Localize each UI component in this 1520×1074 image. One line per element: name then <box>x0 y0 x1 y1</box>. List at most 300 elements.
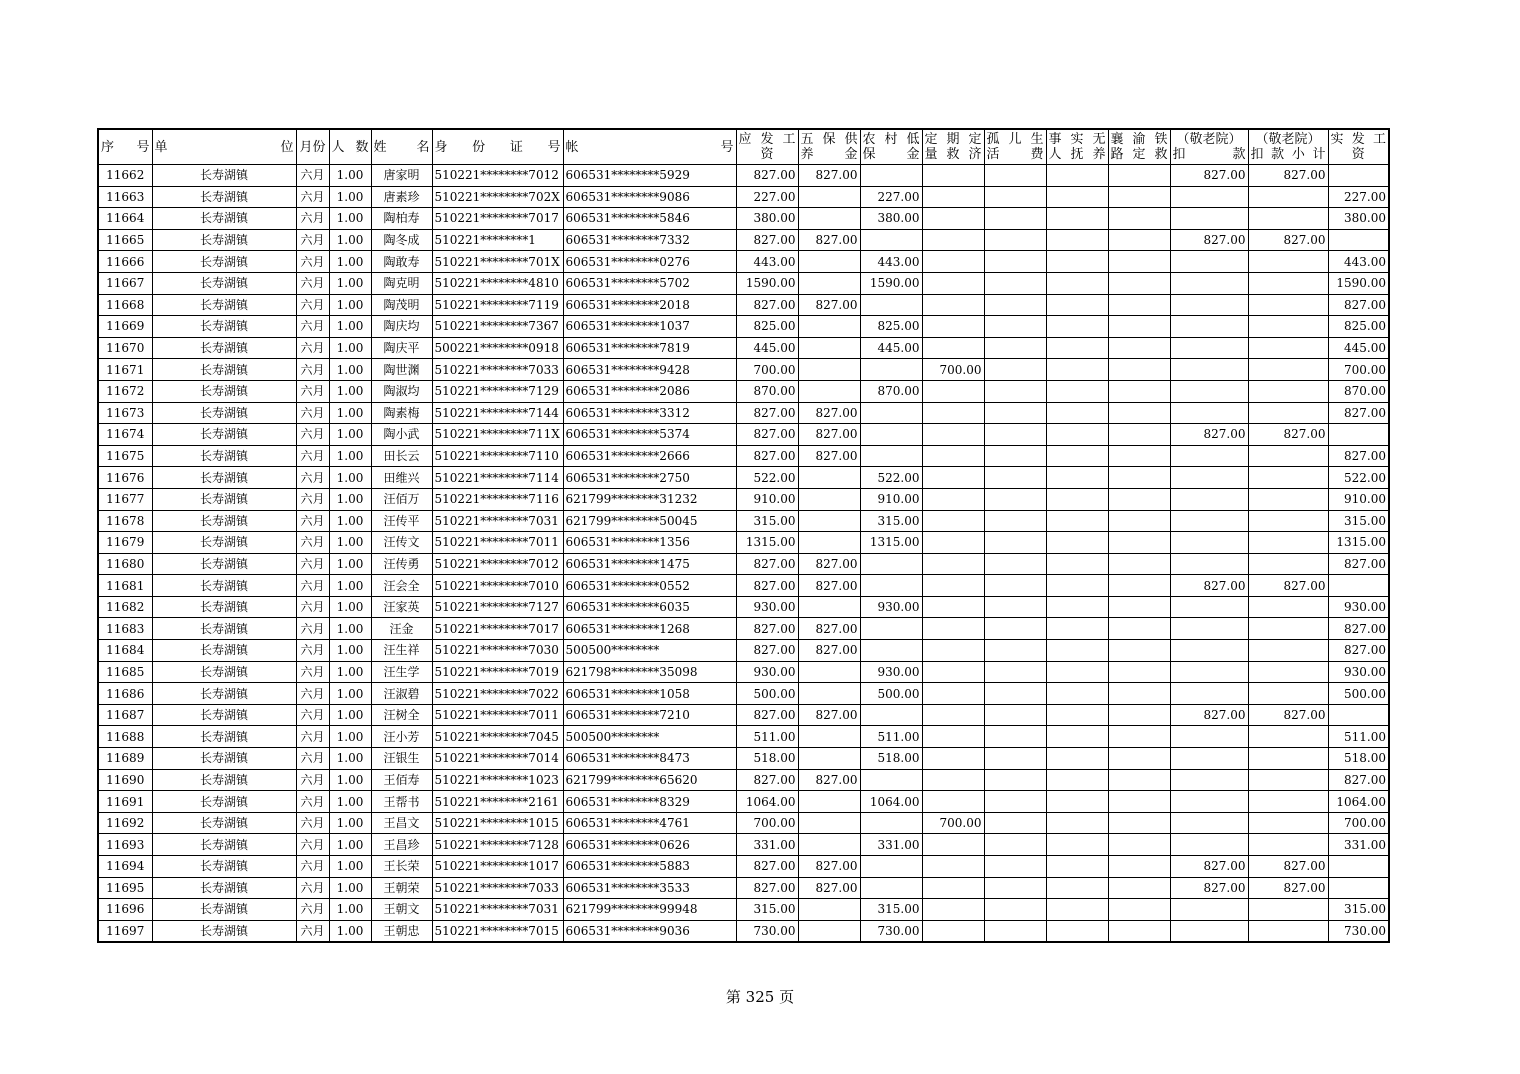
cell-name: 汪会全 <box>371 575 432 597</box>
cell-railway <box>1108 618 1170 640</box>
cell-unit: 长寿湖镇 <box>152 791 296 813</box>
cell-unit: 长寿湖镇 <box>152 337 296 359</box>
table-row <box>98 726 1389 748</box>
header-orphan: 孤 儿 生 活 费 <box>984 129 1046 165</box>
cell-actual-pay <box>1328 424 1389 446</box>
cell-dibao <box>860 445 922 467</box>
cell-due-pay: 827.00 <box>736 640 798 662</box>
cell-unit: 长寿湖镇 <box>152 251 296 273</box>
page-number: 第 325 页 <box>725 988 795 1006</box>
cell-railway <box>1108 726 1170 748</box>
header-name-b: 名 <box>416 139 430 155</box>
cell-due-pay: 827.00 <box>736 229 798 251</box>
cell-month: 六月 <box>296 661 329 683</box>
cell-seq: 11685 <box>98 661 152 683</box>
cell-count: 1.00 <box>329 791 371 813</box>
cell-orphan <box>984 510 1046 532</box>
cell-due-pay: 700.00 <box>736 359 798 381</box>
cell-due-pay: 827.00 <box>736 575 798 597</box>
cell-seq: 11689 <box>98 748 152 770</box>
cell-defacto <box>1046 380 1108 402</box>
cell-actual-pay: 930.00 <box>1328 661 1389 683</box>
cell-account: 606531********8329 <box>563 791 736 813</box>
cell-deduct <box>1170 618 1248 640</box>
cell-fixed-relief <box>922 834 984 856</box>
cell-orphan <box>984 812 1046 834</box>
cell-unit: 长寿湖镇 <box>152 467 296 489</box>
cell-month: 六月 <box>296 899 329 921</box>
cell-due-pay: 910.00 <box>736 488 798 510</box>
cell-railway <box>1108 877 1170 899</box>
cell-count: 1.00 <box>329 618 371 640</box>
cell-fixed-relief <box>922 769 984 791</box>
cell-deduct-subtotal <box>1248 683 1328 705</box>
cell-idcard: 510221********7033 <box>432 359 563 381</box>
header-dibao: 农 村 低 保 金 <box>860 129 922 165</box>
cell-deduct <box>1170 337 1248 359</box>
cell-wubao <box>798 337 860 359</box>
cell-seq: 11675 <box>98 445 152 467</box>
cell-due-pay: 930.00 <box>736 596 798 618</box>
cell-actual-pay <box>1328 877 1389 899</box>
table-row <box>98 553 1389 575</box>
cell-orphan <box>984 640 1046 662</box>
cell-defacto <box>1046 877 1108 899</box>
cell-deduct-subtotal: 827.00 <box>1248 424 1328 446</box>
cell-seq: 11690 <box>98 769 152 791</box>
cell-defacto <box>1046 424 1108 446</box>
cell-seq: 11696 <box>98 899 152 921</box>
cell-month: 六月 <box>296 445 329 467</box>
cell-actual-pay: 518.00 <box>1328 748 1389 770</box>
cell-deduct <box>1170 812 1248 834</box>
cell-defacto <box>1046 791 1108 813</box>
cell-idcard: 510221********7129 <box>432 380 563 402</box>
cell-deduct-subtotal <box>1248 402 1328 424</box>
cell-dibao <box>860 402 922 424</box>
cell-actual-pay: 1315.00 <box>1328 532 1389 554</box>
cell-name: 王佰寿 <box>371 769 432 791</box>
cell-name: 陶克明 <box>371 272 432 294</box>
cell-fixed-relief <box>922 618 984 640</box>
cell-actual-pay: 827.00 <box>1328 553 1389 575</box>
cell-defacto <box>1046 294 1108 316</box>
cell-wubao: 827.00 <box>798 575 860 597</box>
cell-seq: 11683 <box>98 618 152 640</box>
cell-wubao: 827.00 <box>798 704 860 726</box>
table-row <box>98 165 1389 187</box>
cell-due-pay: 518.00 <box>736 748 798 770</box>
cell-unit: 长寿湖镇 <box>152 186 296 208</box>
cell-name: 汪生祥 <box>371 640 432 662</box>
cell-idcard: 510221********7019 <box>432 661 563 683</box>
cell-defacto <box>1046 510 1108 532</box>
cell-railway <box>1108 834 1170 856</box>
cell-idcard: 510221********7012 <box>432 165 563 187</box>
cell-account: 606531********1058 <box>563 683 736 705</box>
cell-deduct <box>1170 359 1248 381</box>
cell-seq: 11670 <box>98 337 152 359</box>
cell-account: 606531********1268 <box>563 618 736 640</box>
table-row <box>98 402 1389 424</box>
cell-fixed-relief: 700.00 <box>922 359 984 381</box>
table-row <box>98 532 1389 554</box>
table-row <box>98 380 1389 402</box>
cell-deduct <box>1170 596 1248 618</box>
cell-due-pay: 870.00 <box>736 380 798 402</box>
cell-unit: 长寿湖镇 <box>152 748 296 770</box>
cell-seq: 11692 <box>98 812 152 834</box>
cell-idcard: 510221********7017 <box>432 618 563 640</box>
cell-due-pay: 500.00 <box>736 683 798 705</box>
cell-deduct-subtotal: 827.00 <box>1248 877 1328 899</box>
cell-due-pay: 380.00 <box>736 208 798 230</box>
cell-seq: 11674 <box>98 424 152 446</box>
table-row <box>98 618 1389 640</box>
cell-due-pay: 1590.00 <box>736 272 798 294</box>
table-row <box>98 445 1389 467</box>
header-name-a: 姓 <box>373 139 387 155</box>
cell-account: 606531********9036 <box>563 920 736 942</box>
cell-orphan <box>984 532 1046 554</box>
cell-deduct <box>1170 294 1248 316</box>
cell-idcard: 510221********7367 <box>432 316 563 338</box>
cell-idcard: 510221********7031 <box>432 899 563 921</box>
cell-fixed-relief <box>922 402 984 424</box>
cell-deduct-subtotal <box>1248 920 1328 942</box>
cell-count: 1.00 <box>329 488 371 510</box>
cell-deduct <box>1170 661 1248 683</box>
table-row <box>98 877 1389 899</box>
cell-due-pay: 511.00 <box>736 726 798 748</box>
cell-count: 1.00 <box>329 186 371 208</box>
cell-actual-pay: 910.00 <box>1328 488 1389 510</box>
cell-deduct: 827.00 <box>1170 165 1248 187</box>
header-actual-pay: 实 发 工 资 <box>1328 129 1389 165</box>
cell-idcard: 510221********7010 <box>432 575 563 597</box>
header-deduct-subtotal: （敬老院） 扣 款 小 计 <box>1248 129 1328 165</box>
cell-unit: 长寿湖镇 <box>152 834 296 856</box>
table-row <box>98 316 1389 338</box>
cell-fixed-relief <box>922 877 984 899</box>
cell-due-pay: 331.00 <box>736 834 798 856</box>
cell-wubao <box>798 748 860 770</box>
cell-defacto <box>1046 834 1108 856</box>
cell-deduct-subtotal <box>1248 208 1328 230</box>
cell-month: 六月 <box>296 575 329 597</box>
cell-defacto <box>1046 596 1108 618</box>
cell-railway <box>1108 812 1170 834</box>
header-name <box>371 129 432 165</box>
cell-month: 六月 <box>296 359 329 381</box>
cell-wubao: 827.00 <box>798 640 860 662</box>
cell-deduct-subtotal <box>1248 834 1328 856</box>
cell-deduct-subtotal <box>1248 272 1328 294</box>
cell-idcard: 510221********701X <box>432 251 563 273</box>
cell-deduct-subtotal <box>1248 186 1328 208</box>
cell-fixed-relief <box>922 467 984 489</box>
cell-deduct <box>1170 726 1248 748</box>
cell-actual-pay: 331.00 <box>1328 834 1389 856</box>
cell-fixed-relief <box>922 726 984 748</box>
cell-defacto <box>1046 402 1108 424</box>
cell-idcard: 510221********702X <box>432 186 563 208</box>
cell-defacto <box>1046 316 1108 338</box>
cell-dibao: 522.00 <box>860 467 922 489</box>
cell-seq: 11678 <box>98 510 152 532</box>
cell-name: 汪生学 <box>371 661 432 683</box>
cell-count: 1.00 <box>329 510 371 532</box>
cell-orphan <box>984 337 1046 359</box>
cell-name: 陶小武 <box>371 424 432 446</box>
cell-railway <box>1108 510 1170 532</box>
cell-month: 六月 <box>296 791 329 813</box>
cell-railway <box>1108 316 1170 338</box>
cell-wubao <box>798 899 860 921</box>
cell-deduct <box>1170 316 1248 338</box>
cell-seq: 11682 <box>98 596 152 618</box>
cell-name: 田长云 <box>371 445 432 467</box>
cell-orphan <box>984 920 1046 942</box>
cell-deduct-subtotal <box>1248 618 1328 640</box>
cell-seq: 11693 <box>98 834 152 856</box>
cell-deduct: 827.00 <box>1170 424 1248 446</box>
cell-actual-pay: 500.00 <box>1328 683 1389 705</box>
table-row <box>98 337 1389 359</box>
header-deduct: （敬老院） 扣 款 <box>1170 129 1248 165</box>
payroll-table <box>97 128 1390 943</box>
cell-fixed-relief <box>922 661 984 683</box>
cell-unit: 长寿湖镇 <box>152 704 296 726</box>
cell-name: 陶柏寿 <box>371 208 432 230</box>
cell-name: 汪佰万 <box>371 488 432 510</box>
cell-account: 606531********7332 <box>563 229 736 251</box>
cell-railway <box>1108 748 1170 770</box>
cell-account: 606531********1037 <box>563 316 736 338</box>
cell-fixed-relief <box>922 640 984 662</box>
cell-orphan <box>984 726 1046 748</box>
table-row <box>98 186 1389 208</box>
cell-fixed-relief <box>922 337 984 359</box>
cell-dibao: 331.00 <box>860 834 922 856</box>
cell-dibao <box>860 424 922 446</box>
cell-name: 陶庆平 <box>371 337 432 359</box>
cell-orphan <box>984 596 1046 618</box>
cell-dibao: 511.00 <box>860 726 922 748</box>
cell-count: 1.00 <box>329 726 371 748</box>
cell-count: 1.00 <box>329 229 371 251</box>
cell-due-pay: 827.00 <box>736 618 798 640</box>
cell-deduct <box>1170 899 1248 921</box>
cell-defacto <box>1046 337 1108 359</box>
cell-due-pay: 1315.00 <box>736 532 798 554</box>
cell-deduct: 827.00 <box>1170 575 1248 597</box>
cell-due-pay: 315.00 <box>736 899 798 921</box>
cell-wubao <box>798 251 860 273</box>
cell-wubao <box>798 920 860 942</box>
cell-unit: 长寿湖镇 <box>152 856 296 878</box>
cell-seq: 11663 <box>98 186 152 208</box>
cell-name: 田维兴 <box>371 467 432 489</box>
cell-unit: 长寿湖镇 <box>152 359 296 381</box>
cell-defacto <box>1046 532 1108 554</box>
cell-fixed-relief <box>922 488 984 510</box>
cell-railway <box>1108 337 1170 359</box>
cell-railway <box>1108 856 1170 878</box>
cell-dibao: 315.00 <box>860 510 922 532</box>
cell-account: 621799********99948 <box>563 899 736 921</box>
cell-wubao: 827.00 <box>798 618 860 640</box>
table-row <box>98 704 1389 726</box>
cell-idcard: 510221********7014 <box>432 748 563 770</box>
cell-dibao: 445.00 <box>860 337 922 359</box>
cell-account: 606531********2018 <box>563 294 736 316</box>
cell-idcard: 510221********7033 <box>432 877 563 899</box>
cell-name: 汪传平 <box>371 510 432 532</box>
cell-account: 606531********8473 <box>563 748 736 770</box>
cell-actual-pay: 700.00 <box>1328 359 1389 381</box>
cell-deduct <box>1170 553 1248 575</box>
cell-unit: 长寿湖镇 <box>152 402 296 424</box>
cell-fixed-relief <box>922 229 984 251</box>
cell-month: 六月 <box>296 424 329 446</box>
cell-orphan <box>984 899 1046 921</box>
cell-wubao <box>798 488 860 510</box>
cell-defacto <box>1046 920 1108 942</box>
cell-actual-pay: 870.00 <box>1328 380 1389 402</box>
cell-deduct-subtotal <box>1248 337 1328 359</box>
cell-account: 606531********5846 <box>563 208 736 230</box>
cell-railway <box>1108 920 1170 942</box>
cell-unit: 长寿湖镇 <box>152 272 296 294</box>
cell-month: 六月 <box>296 748 329 770</box>
cell-dibao: 825.00 <box>860 316 922 338</box>
cell-dibao: 930.00 <box>860 661 922 683</box>
cell-seq: 11668 <box>98 294 152 316</box>
cell-deduct <box>1170 380 1248 402</box>
cell-idcard: 510221********7045 <box>432 726 563 748</box>
cell-defacto <box>1046 640 1108 662</box>
cell-orphan <box>984 359 1046 381</box>
cell-wubao: 827.00 <box>798 229 860 251</box>
cell-fixed-relief <box>922 272 984 294</box>
cell-actual-pay: 827.00 <box>1328 294 1389 316</box>
cell-orphan <box>984 208 1046 230</box>
cell-name: 唐家明 <box>371 165 432 187</box>
cell-name: 王朝文 <box>371 899 432 921</box>
cell-railway <box>1108 424 1170 446</box>
cell-orphan <box>984 791 1046 813</box>
cell-month: 六月 <box>296 856 329 878</box>
cell-defacto <box>1046 553 1108 575</box>
cell-dibao <box>860 229 922 251</box>
cell-railway <box>1108 769 1170 791</box>
cell-unit: 长寿湖镇 <box>152 294 296 316</box>
cell-name: 汪银生 <box>371 748 432 770</box>
cell-dibao: 315.00 <box>860 899 922 921</box>
cell-account: 606531********9086 <box>563 186 736 208</box>
cell-actual-pay: 445.00 <box>1328 337 1389 359</box>
cell-actual-pay: 511.00 <box>1328 726 1389 748</box>
cell-deduct-subtotal <box>1248 294 1328 316</box>
table-row <box>98 294 1389 316</box>
cell-count: 1.00 <box>329 575 371 597</box>
cell-count: 1.00 <box>329 877 371 899</box>
cell-defacto <box>1046 769 1108 791</box>
cell-deduct-subtotal <box>1248 899 1328 921</box>
header-wubao: 五 保 供 养 金 <box>798 129 860 165</box>
cell-fixed-relief <box>922 510 984 532</box>
cell-month: 六月 <box>296 488 329 510</box>
cell-defacto <box>1046 748 1108 770</box>
cell-dibao: 930.00 <box>860 596 922 618</box>
cell-wubao: 827.00 <box>798 769 860 791</box>
cell-fixed-relief <box>922 683 984 705</box>
cell-count: 1.00 <box>329 337 371 359</box>
cell-fixed-relief <box>922 294 984 316</box>
cell-actual-pay <box>1328 704 1389 726</box>
cell-idcard: 510221********7114 <box>432 467 563 489</box>
cell-deduct-subtotal: 827.00 <box>1248 575 1328 597</box>
cell-month: 六月 <box>296 769 329 791</box>
cell-orphan <box>984 877 1046 899</box>
header-railway: 襄 渝 铁 路 定 救 <box>1108 129 1170 165</box>
cell-dibao <box>860 553 922 575</box>
cell-due-pay: 1064.00 <box>736 791 798 813</box>
cell-unit: 长寿湖镇 <box>152 640 296 662</box>
cell-fixed-relief <box>922 316 984 338</box>
cell-orphan <box>984 424 1046 446</box>
cell-idcard: 510221********7128 <box>432 834 563 856</box>
cell-due-pay: 827.00 <box>736 553 798 575</box>
cell-seq: 11667 <box>98 272 152 294</box>
cell-deduct-subtotal <box>1248 553 1328 575</box>
cell-wubao <box>798 510 860 532</box>
cell-count: 1.00 <box>329 380 371 402</box>
cell-month: 六月 <box>296 165 329 187</box>
cell-due-pay: 700.00 <box>736 812 798 834</box>
cell-dibao <box>860 618 922 640</box>
cell-deduct-subtotal <box>1248 380 1328 402</box>
cell-orphan <box>984 575 1046 597</box>
cell-deduct <box>1170 467 1248 489</box>
table-row <box>98 856 1389 878</box>
cell-railway <box>1108 380 1170 402</box>
cell-seq: 11666 <box>98 251 152 273</box>
table-row <box>98 791 1389 813</box>
table-header <box>98 129 1389 165</box>
cell-count: 1.00 <box>329 316 371 338</box>
cell-idcard: 510221********7031 <box>432 510 563 532</box>
cell-seq: 11688 <box>98 726 152 748</box>
cell-defacto <box>1046 661 1108 683</box>
cell-railway <box>1108 402 1170 424</box>
header-due-pay: 应 发 工 资 <box>736 129 798 165</box>
cell-count: 1.00 <box>329 856 371 878</box>
cell-count: 1.00 <box>329 812 371 834</box>
cell-railway <box>1108 229 1170 251</box>
cell-count: 1.00 <box>329 748 371 770</box>
cell-month: 六月 <box>296 532 329 554</box>
cell-dibao <box>860 165 922 187</box>
cell-orphan <box>984 704 1046 726</box>
header-account-b: 号 <box>720 139 734 155</box>
cell-orphan <box>984 251 1046 273</box>
cell-count: 1.00 <box>329 424 371 446</box>
cell-account: 606531********1475 <box>563 553 736 575</box>
table-row <box>98 208 1389 230</box>
table-row <box>98 596 1389 618</box>
